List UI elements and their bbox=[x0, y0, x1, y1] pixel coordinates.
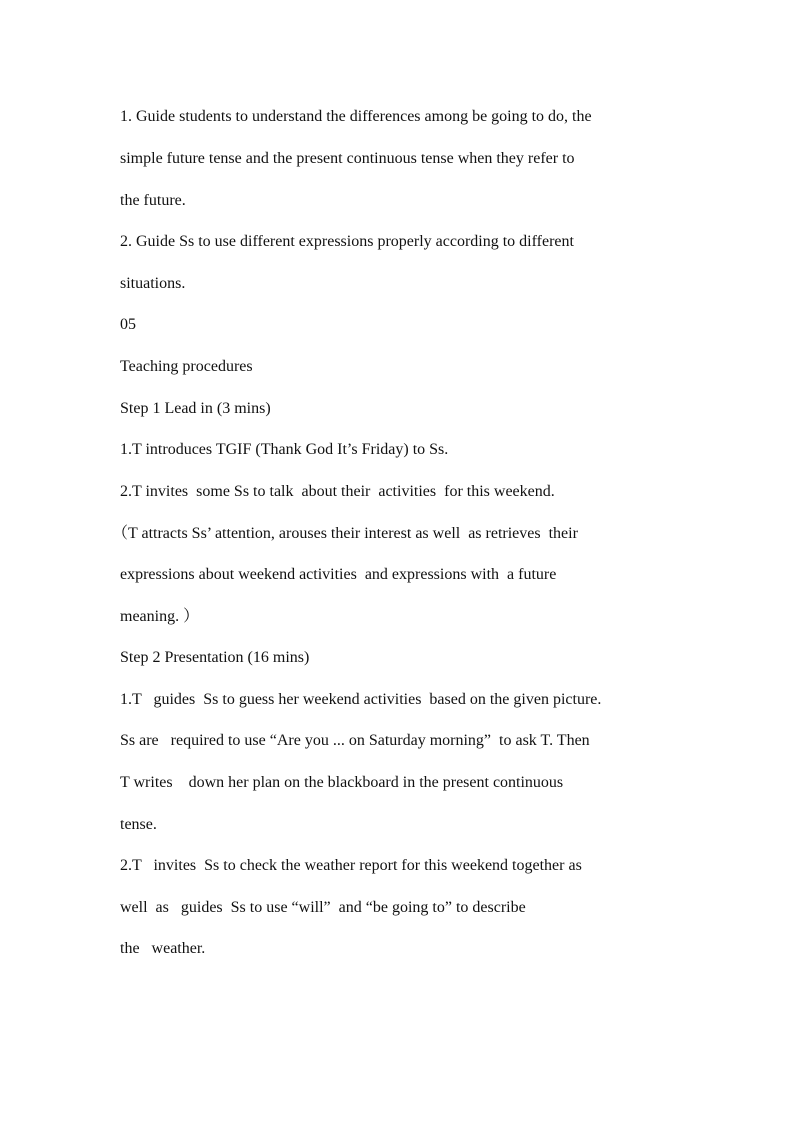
step-2-item-1-line-3: T writes down her plan on the blackboard in the present continuous bbox=[120, 774, 564, 791]
objective-2-line-2: situations. bbox=[120, 275, 186, 292]
section-number: 05 bbox=[120, 316, 136, 333]
step-1-note-line-1: （T attracts Ss’ attention, arouses their interest as well as retrieves their bbox=[112, 525, 578, 542]
objective-1-line-3: the future. bbox=[120, 192, 186, 209]
step-2-item-1-line-1: 1.T guides Ss to guess her weekend activities based on the given picture. bbox=[120, 691, 602, 708]
step-1-item-1: 1.T introduces TGIF (Thank God It’s Friday) to Ss. bbox=[120, 441, 449, 458]
objective-1-line-1: 1. Guide students to understand the differences among be going to do, the bbox=[120, 108, 592, 125]
objective-2-line-1: 2. Guide Ss to use different expressions properly according to different bbox=[120, 233, 574, 250]
step-1-note-line-2: expressions about weekend activities and expressions with a future bbox=[120, 566, 557, 583]
objective-1-line-2: simple future tense and the present continuous tense when they refer to bbox=[120, 150, 575, 167]
step-2-item-1-line-2: Ss are required to use “Are you ... on Saturday morning” to ask T. Then bbox=[120, 732, 590, 749]
step-1-heading: Step 1 Lead in (3 mins) bbox=[120, 400, 271, 417]
step-1-note-line-3: meaning. ） bbox=[120, 608, 200, 625]
step-2-item-1-line-4: tense. bbox=[120, 816, 157, 833]
step-2-item-2-line-3: the weather. bbox=[120, 940, 206, 957]
step-2-item-2-line-1: 2.T invites Ss to check the weather report for this weekend together as bbox=[120, 857, 582, 874]
step-2-heading: Step 2 Presentation (16 mins) bbox=[120, 649, 310, 666]
section-heading: Teaching procedures bbox=[120, 358, 253, 375]
step-1-item-2: 2.T invites some Ss to talk about their activities for this weekend. bbox=[120, 483, 555, 500]
step-2-item-2-line-2: well as guides Ss to use “will” and “be going to” to describe bbox=[120, 899, 526, 916]
